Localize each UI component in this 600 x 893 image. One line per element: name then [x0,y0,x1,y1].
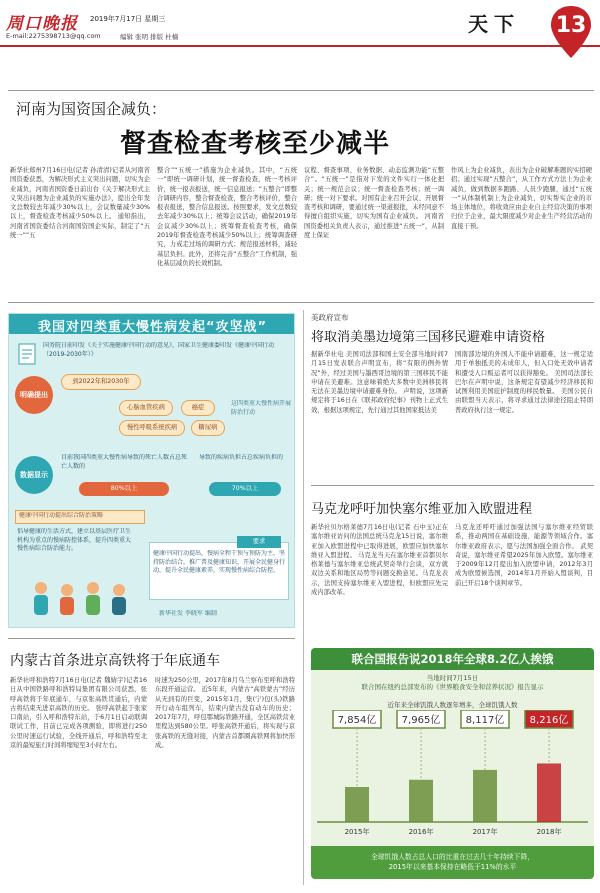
lead-top-rule [8,90,594,91]
infographic-stat-value: 80%以上 [79,482,169,496]
infographic-intro: 国务院日前印发《关于实施健康中国行动的意见》，国家卫生健康委印发《健康中国行动（2019-2030年）》 [43,342,275,358]
un-chart-value-label: 8,117亿 [465,715,505,726]
people-illustration-icon [21,576,137,616]
document-icon [17,342,39,366]
un-chart-year-label: 2017年 [472,828,498,836]
rail-story-column-1: 新华社呼和浩特7月16日电(记者 魏婧宇)记者16日从中国铁路呼和浩特局集团有限公司获悉，张呼高铁将于年底通车，与京张高铁贯通后，内蒙古将结束无进京高铁的历史。 张呼高铁起于张家口南站，引入呼和浩特东站，于6月1日启动联调联试工作，目前已完成各项测验，即将进行250公里时速运行试验，全线开通后，呼和浩特至北京的最短旅行时间将缩短至3小时左右。 [10,677,147,750]
infographic-target-text: 这四类重大慢性病开展防治行动 [231,400,291,416]
infographic-label-data: 数据显示 [15,456,53,494]
rail-story-title: 内蒙古首条进京高铁将于年底通车 [10,653,220,669]
disease-item-1: 心脑血管疾病 [119,400,173,416]
page-number: 13 [555,13,587,38]
un-chart-year-label: 2016年 [408,828,434,836]
un-chart-title: 近年来全球饥饿人数逐年增多，全球饥饿人数 [387,701,518,709]
infographic-chip-year: 到2022年和2030年 [61,374,141,390]
lead-column-1: 新华社郑州7月16日电(记者 孙清清)记者从河南省国资委获悉，为解决形式主义突出问题，切实为企业减负，河南省国资委日前出台《关于解决形式主义突出问题为企业减负的实施办法》，提出全年发文总数较去年减少30%以上，会议数量减少30%以上，督查检查考核减少50%以上。 通知指出，河南省国资委结合河南国资国企实际，制定了“五统一”“五 [10,167,150,240]
section-title: 天下 [468,12,520,36]
un-infographic-title: 联合国报告说2018年全球8.2亿人挨饿 [311,648,594,670]
us-story-tag: 美政府宣布 [311,313,349,322]
page-number-badge [549,4,593,60]
un-chart-value-label: 7,854亿 [337,715,377,726]
un-hunger-chart [311,710,594,846]
un-chart-year-label: 2018年 [536,828,562,836]
infographic-stat-text: 目前我国四类重大慢性病导致的死亡人数占总死亡人数的 [61,454,188,470]
publication-date: 2019年7月17日 星期三 [90,15,166,23]
un-chart-bar [345,787,369,822]
un-footer-line-2: 2015年以来基本保持在略低于11%的水平 [388,863,517,871]
lead-column-2: 整合”“五统一”措施为企业减负。其中，“五统一”即统一调研计划，统一督查检查，统一考核评价，统一报表报送，统一信息报送；“五整合”即整合调研内容，整合督查检查，整合考核评价，整合报表报送，整合信息报送。按照要求，发文总数较去年减少30%以上；统筹会议活动，确保2019年会议减少30%以上；统筹督查检查考核，确保2019年督查检查考核减少50%以上；统筹调查研究，力戒走过场的调研方式；规范报送材料，减轻基层负担。此外，还将完善“五整合”工作机制，强化基层减负的长效机制。 [157,167,297,267]
rail-story-column-2: 时速为250公里，2017年8月乌兰察布至呼和浩特东段开通运营。 近5年来，内蒙古“高铁蒙古”经历从无到有的巨变，2015年1月，集(宁)包(头)铁路开行动车组列车，结束内蒙古没有动车的历史；2017年7月，呼包鄂城际铁路开通，全区高铁营业里程达到580公里。呼张高铁开通后，将实现与京张高铁的无缝对接，内蒙古首都圈高铁网将加快形成。 [155,677,295,750]
un-chart-value-label: 7,965亿 [401,715,441,726]
infographic-label-explicit: 明确提出 [15,376,53,414]
infographic-box-text: 倡导健康的生活方式，建立以基层医疗卫生机构为重点的慢病防控体系，提升四类重大慢性病综合防治能力。 [17,528,132,553]
lead-column-3: 议程、督查事项、业务数据、动态监测功能“五整合”。“五统一”是指对下发的文件实行一体化把关；统一规范会议；统一督查检查考核；统一调研；统一对下要求。对国有企业召开会议、开展督查考核和调研，要通过统一渠道报批，未经同意不得擅自组织实施，切实为国有企业减负。 河南省国资委相关负责人表示，通过推进“五统一”，从制度上保证 [304,167,444,240]
infographic-title: 我国对四类重大慢性病发起“攻坚战” [37,320,268,335]
disease-item-2: 癌症 [181,400,215,416]
macron-story-title: 马克龙呼吁加快塞尔维亚加入欧盟进程 [311,502,533,517]
infographic-requirement-title: 要求 [237,536,281,548]
contact-email: E-mail:2275398713@qq.com [6,32,101,40]
macron-story-column-2: 马克龙还呼吁通过加强法国与塞尔维亚经贸联系，推动两国在基础设施、能源等领域合作。塞尔维亚政府表示，愿与法国加强全面合作。 武契奇说，塞尔维亚希望2025年加入欧盟。塞尔维亚于2009年12月提出加入欧盟申请，2012年3月成为欧盟候选国，2014年1月开始入盟谈判，目前已开启18个谈判章节。 [455,524,593,587]
column-divider [303,310,304,885]
us-story-title: 将取消美墨边境第三国移民避难申请资格 [311,330,546,345]
us-story-rule [311,485,594,486]
un-chart-year-label: 2015年 [344,828,370,836]
disease-item-3: 慢性呼吸系统疾病 [119,420,185,436]
infographic-box-title: 健康中国行动提出综合防治策略 [19,512,104,519]
infographic-requirement-text: 健康中国行动提出，慢病全程干预与预防为主，坚持防治结合，推广普及健康知识，开展全民健身行动，提升全民健康素养，实现慢性病综合防控。 [153,550,285,575]
un-chart-bar [537,763,561,822]
masthead-divider [0,45,600,47]
masthead [0,0,600,66]
rail-story-rule [8,638,295,639]
un-hunger-infographic [311,648,594,879]
us-story-column-2: 国南部边境的外国人不能申请避难，这一规定适用于单独抵美的未成年人，但入口处无效申请者和遭受人口贩运者可以获得豁免。 美国司法部长巴尔在声明中说，这条规定有望减少经济移民和试图利用美国庇护制度的移民数量。 美国公民自由联盟当天表示，将寻求通过法律途径阻止特朗普政府执行这一规定。 [455,351,593,414]
un-infographic-footer [311,846,594,879]
lead-column-4: 作风上为企业减负，表出为企业破解难题的实招硬招；通过实现“五整合”，从工作方式方法上为企业减负，做到数据多跑路、人员少跑腿，通过“五统一”从体制机制上为企业减负，切实帮实企业的市场主体地位，将收效应由企业自主经营决策的事项归位于企业，最大限度减少对企业生产经营活动的直接干预。 [451,167,592,230]
lead-kicker: 河南为国资国企减负： [16,100,167,118]
infographic-side-stat-text: 导致的疾病负担占总疾病负担的 [199,454,284,461]
us-story-column-1: 据新华社电 美国司法部和国土安全部当地时间7月15日发表联合声明宣布，将“有限的例外情况”外，经过美国与墨西哥边境的第三国移民不能申请在美避难。这意味着绝大多数中美洲移民将无法在美墨边境申请避难身份。 声明说，这项新规定将于16日在《联邦政府纪事》刊物上正式生效，根据这项规定，先行通过其他国家抵达美 [311,351,448,414]
macron-story-column-1: 新华社贝尔格莱德7月16日电(记者 石中玉)正在塞尔维亚访问的法国总统马克龙15日说，塞尔维亚加入欧盟进程中已取得进展，欧盟应加快塞尔维亚入盟进程。 马克龙当天在塞尔维亚首都贝尔格莱德与塞尔维亚总统武契奇举行会谈，双方就双边关系和地区局势等问题交换意见。马克龙表示，法国支持塞尔维亚入盟进程，但欧盟应先完成内部改革。 [311,524,448,597]
un-chart-bar [473,770,497,822]
infographic-credit: 新华社发 李晓军 编制 [159,610,217,617]
health-infographic [8,313,295,628]
un-infographic-date: 当地时间7月15日 [426,674,479,682]
newspaper-logo: 周口晚报 [6,14,78,34]
lead-bottom-rule [8,302,594,303]
un-chart-value-label: 8,216亿 [529,715,569,726]
lead-headline: 督查检查考核至少减半 [120,129,391,159]
un-footer-line-1: 全球饥饿人数占总人口的比重在过去几十年持续下降， [370,853,535,861]
un-chart-bar [409,780,433,822]
un-infographic-source: 联合国在纽约总部发布的《世界粮食安全和营养状况》报告显示 [361,683,544,691]
disease-item-4: 糖尿病 [191,420,225,436]
editor-credit: 编辑 张明 排版 杜楠 [120,33,179,41]
infographic-side-stat-value: 70%以上 [209,482,281,496]
